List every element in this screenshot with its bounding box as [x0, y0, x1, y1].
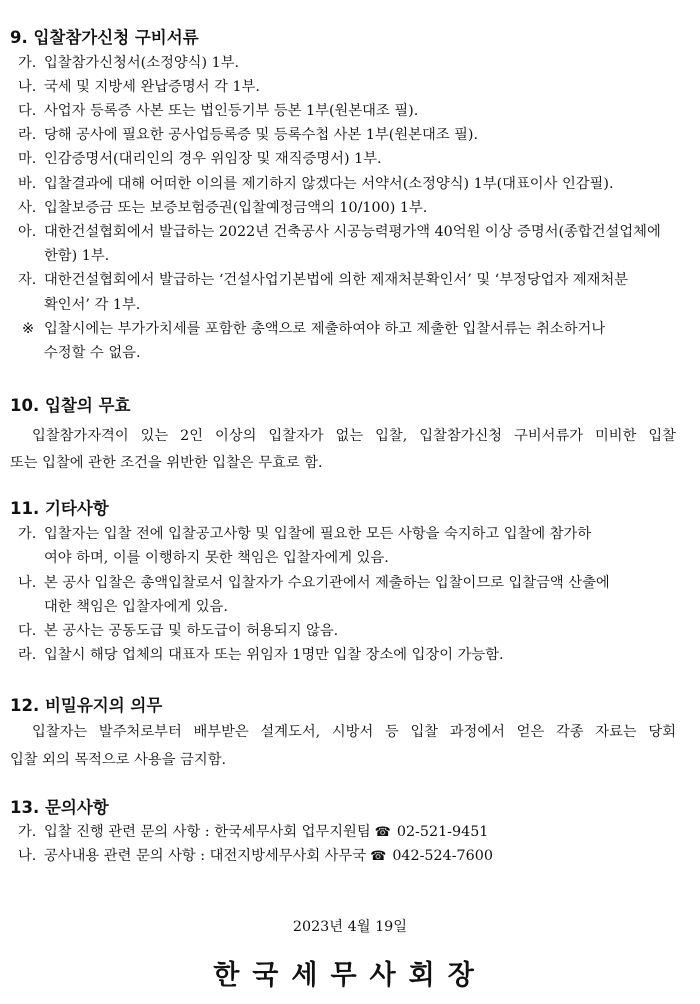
paragraph-line: 입찰자는 발주처로부터 배부받은 설계도서, 시방서 등 입찰 과정에서 얻은 각종 자료는 당회	[32, 724, 676, 740]
section-9-title: 9. 입찰참가신청 구비서류	[10, 28, 199, 47]
paragraph-line: 또는 입찰에 관한 조건을 위반한 입찰은 무효로 함.	[10, 455, 323, 471]
list-item-continuation: 여야 하며, 이를 이행하지 못한 책임은 입찰자에게 있음.	[44, 550, 389, 566]
paragraph-line: 입찰참가자격이 있는 2인 이상의 입찰자가 없는 입찰, 입찰참가신청 구비서류가 미비한 입찰	[32, 428, 676, 444]
list-item-continuation: 한함) 1부.	[44, 248, 110, 264]
phone-number: 02-521-9451	[396, 824, 489, 840]
signature-title: 한국세무사회장	[213, 960, 487, 991]
paragraph-line: 입찰 외의 목적으로 사용을 금지함.	[10, 752, 227, 768]
list-item-continuation: 확인서’ 각 1부.	[44, 297, 141, 313]
section-13-title: 13. 문의사항	[10, 798, 109, 817]
document-date: 2023년 4월 19일	[292, 919, 408, 935]
phone-icon: ☎	[374, 825, 391, 840]
section-11-title: 11. 기타사항	[10, 499, 109, 518]
phone-number: 042-524-7600	[392, 848, 493, 864]
section-12-title: 12. 비밀유지의 의무	[10, 696, 163, 715]
note-continuation: 수정할 수 없음.	[44, 345, 141, 361]
phone-icon: ☎	[370, 849, 387, 864]
section-10-title: 10. 입찰의 무효	[10, 396, 131, 415]
list-item-continuation: 대한 책임은 입찰자에게 있음.	[44, 599, 228, 615]
document-page: 9. 입찰참가신청 구비서류 가. 입찰참가신청서(소정양식) 1부. 나. 국세 및 지방세 완납증명서 각 1부. 다. 사업자 등록증 사본 또는 법인등기부 등본 1부(원본대조 필). 라. 당해 공사에 필요한 공사업등록증 및 등록수첩 사본 1부(원본대조 필). 마. 인감증명서(대리인의 경우 위임장 및 재직증명서) 1부. 바. 입찰결과에 대해 어떠한 이의를 제기하지 않겠다는 서약서(소정양식) 1부(대표이사 인감필). 사. 입찰보증금 또는 보증보험증권(입찰예정금액의 10/100) 1부. 아. 대한건설협회에서 발급하는 2022년 건축공사 시공능력평가액 40억원 이상 증명서(종합건설업체에 한함) 1부. 자. 대한건설협회에서 발급하는 ‘건설사업기본법에 의한 제재처분확인서’ 및 ‘부정당업자 제재처분 확인서’ 각 1부. ※ 입찰시에는 부가가치세를 포함한 총액으로 제출하여야 하고 제출한 입찰서류는 취소하거나 수정할 수 없음. 10. 입찰의 무효 입찰참가자격이 있는 2인 이상의 입찰자가 없는 입찰, 입찰참가신청 구비서류가 미비한 입찰 또는 입찰에 관한 조건을 위반한 입찰은 무효로 함. 11. 기타사항 가. 입찰자는 입찰 전에 입찰공고사항 및 입찰에 필요한 모든 사항을 숙지하고 입찰에 참가하 여야 하며, 이를 이행하지 못한 책임은 입찰자에게 있음. 나. 본 공사 입찰은 총액입찰로서 입찰자가 수요기관에서 제출하는 입찰이므로 입찰금액 산출에 대한 책임은 입찰자에게 있음. 다. 본 공사는 공동도급 및 하도급이 허용되지 않음. 라. 입찰시 해당 업체의 대표자 또는 위임자 1명만 입찰 장소에 입장이 가능함. 12. 비밀유지의 의무 입찰자는 발주처로부터 배부받은 설계도서, 시방서 등 입찰 과정에서 얻은 각종 자료는 당회 입찰 외의 목적으로 사용을 금지함. 13. 문의사항 가. 입찰 진행 관련 문의 사항 : 한국세무사회 업무지원팀 ☎ 02-521-9451 나. 공사내용 관련 문의 사항 : 대전지방세무사회 사무국 ☎ 042-524-7600 2023년 4월 19일 한국세무사회장	[0, 0, 700, 1004]
